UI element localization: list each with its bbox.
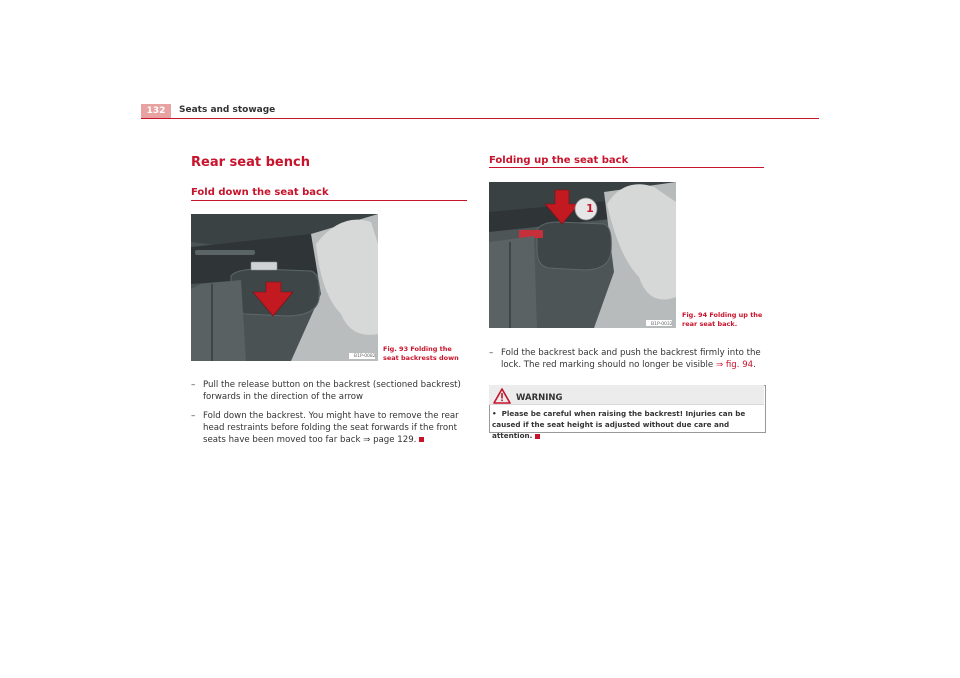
- seat-fold-down-illustration: [191, 214, 378, 361]
- step-dash: –: [191, 380, 196, 390]
- subsection-title-fold-up: Folding up the seat back: [489, 155, 629, 166]
- step-end: .: [753, 360, 756, 370]
- header-rule: [141, 118, 819, 119]
- step-dash: –: [191, 411, 196, 421]
- step-pull-release: [191, 379, 467, 403]
- subsection-title-fold-down: Fold down the seat back: [191, 187, 329, 198]
- step-fold-down: [191, 410, 467, 446]
- figure-94-caption: Fig. 94 Folding up the rear seat back.: [682, 311, 763, 328]
- step-text: Fold the backrest back and push the backrest firmly into the lock. The red marking should no longer be visible: [501, 348, 761, 370]
- figure-93-photo: [191, 214, 378, 361]
- warning-text: [492, 408, 760, 441]
- step-text: Fold down the backrest. You might have to remove the rear head restraints before folding the seat forwards if the front seats have been moved too far back ⇒ page 129.: [203, 411, 459, 445]
- running-head: Seats and stowage: [179, 105, 276, 115]
- warning-bullet: •: [492, 409, 497, 418]
- step-text: Pull the release button on the backrest (sectioned backrest) forwards in the direction of the arrow: [203, 380, 461, 402]
- figure-93-code: B1P-0082: [354, 354, 376, 359]
- end-square-icon: [419, 437, 424, 442]
- warning-title: WARNING: [516, 393, 563, 403]
- subsection-rule-left: [191, 200, 467, 201]
- figure-93-caption: Fig. 93 Folding the seat backrests down: [383, 345, 459, 362]
- figure-94-code: B1P-0032: [651, 322, 673, 327]
- step-dash: –: [489, 348, 494, 358]
- subsection-rule-right: [489, 167, 764, 168]
- step-fold-up: [489, 347, 764, 371]
- page-number: 132: [141, 104, 171, 119]
- warning-body: Please be careful when raising the backrest! Injuries can be caused if the seat height is adjusted without due care and attention.: [492, 409, 746, 440]
- figure-94-callout: 1: [586, 202, 594, 215]
- figure-94-link[interactable]: ⇒ fig. 94: [715, 360, 754, 370]
- warning-triangle-icon: [493, 388, 511, 404]
- end-square-icon: [535, 434, 540, 439]
- section-title: Rear seat bench: [191, 155, 310, 170]
